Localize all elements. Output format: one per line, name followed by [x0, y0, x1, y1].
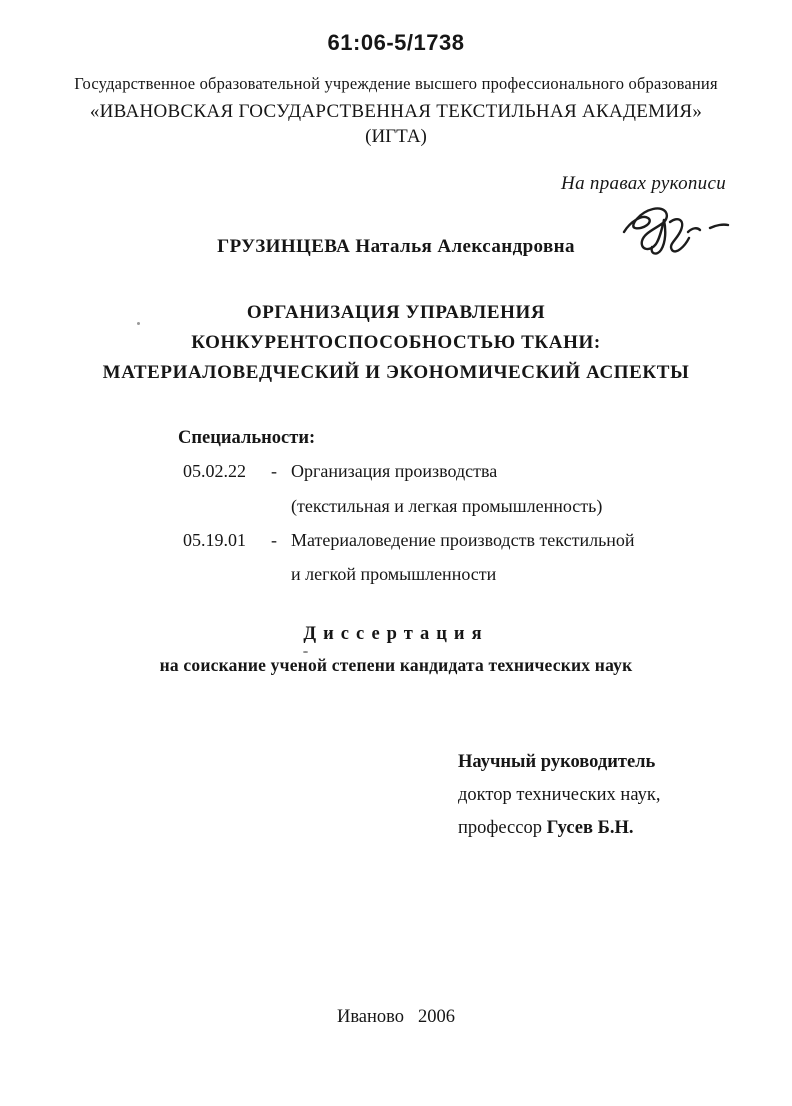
dissertation-title-line-3: МАТЕРИАЛОВЕДЧЕСКИЙ И ЭКОНОМИЧЕСКИЙ АСПЕКТЫ: [102, 362, 690, 383]
imprint-line: [0, 1007, 792, 1028]
scan-speck: [303, 651, 308, 653]
dissertation-label: Диссертация: [303, 624, 489, 644]
supervisor-heading: Научный руководитель: [458, 752, 656, 772]
specialty-code: 05.02.22: [183, 461, 246, 481]
specialty-dash: -: [271, 461, 277, 481]
institution-name: «ИВАНОВСКАЯ ГОСУДАРСТВЕННАЯ ТЕКСТИЛЬНАЯ АКАДЕМИЯ»: [89, 101, 703, 122]
supervisor-degree: доктор технических наук,: [458, 785, 661, 805]
specialty-code: 05.19.01: [183, 530, 246, 550]
specialty-name-continuation: (текстильная и легкая промышленность): [291, 496, 603, 516]
specialty-dash: -: [271, 530, 277, 550]
author-name: ГРУЗИНЦЕВА Наталья Александровна: [217, 236, 575, 257]
catalog-number: 61:06-5/1738: [327, 30, 465, 55]
manuscript-rights-note: На правах рукописи: [561, 173, 726, 194]
institution-type-line: Государственное образовательной учреждение высшего профессионального образования: [74, 74, 718, 93]
specialty-name: Материаловедение производств текстильной: [291, 530, 635, 550]
specialties-heading: Специальности:: [178, 428, 316, 448]
specialty-row: [183, 530, 635, 551]
scan-speck: [137, 322, 140, 325]
supervisor-name-line: [458, 818, 634, 839]
specialty-name-continuation: и легкой промышленности: [291, 564, 497, 584]
dissertation-title-line-2: КОНКУРЕНТОСПОСОБНОСТЬЮ ТКАНИ:: [191, 332, 601, 353]
specialty-row: [183, 461, 497, 482]
dissertation-title-line-1: ОРГАНИЗАЦИЯ УПРАВЛЕНИЯ: [246, 302, 546, 323]
imprint-city: Иваново: [336, 1007, 405, 1027]
specialty-name: Организация производства: [291, 461, 498, 481]
supervisor-rank: профессор: [458, 818, 547, 838]
institution-abbreviation: (ИГТА): [365, 126, 427, 147]
degree-line: на соискание ученой степени кандидата технических наук: [159, 655, 633, 675]
supervisor-name: Гусев Б.Н.: [546, 818, 634, 838]
imprint-year: 2006: [418, 1007, 456, 1027]
